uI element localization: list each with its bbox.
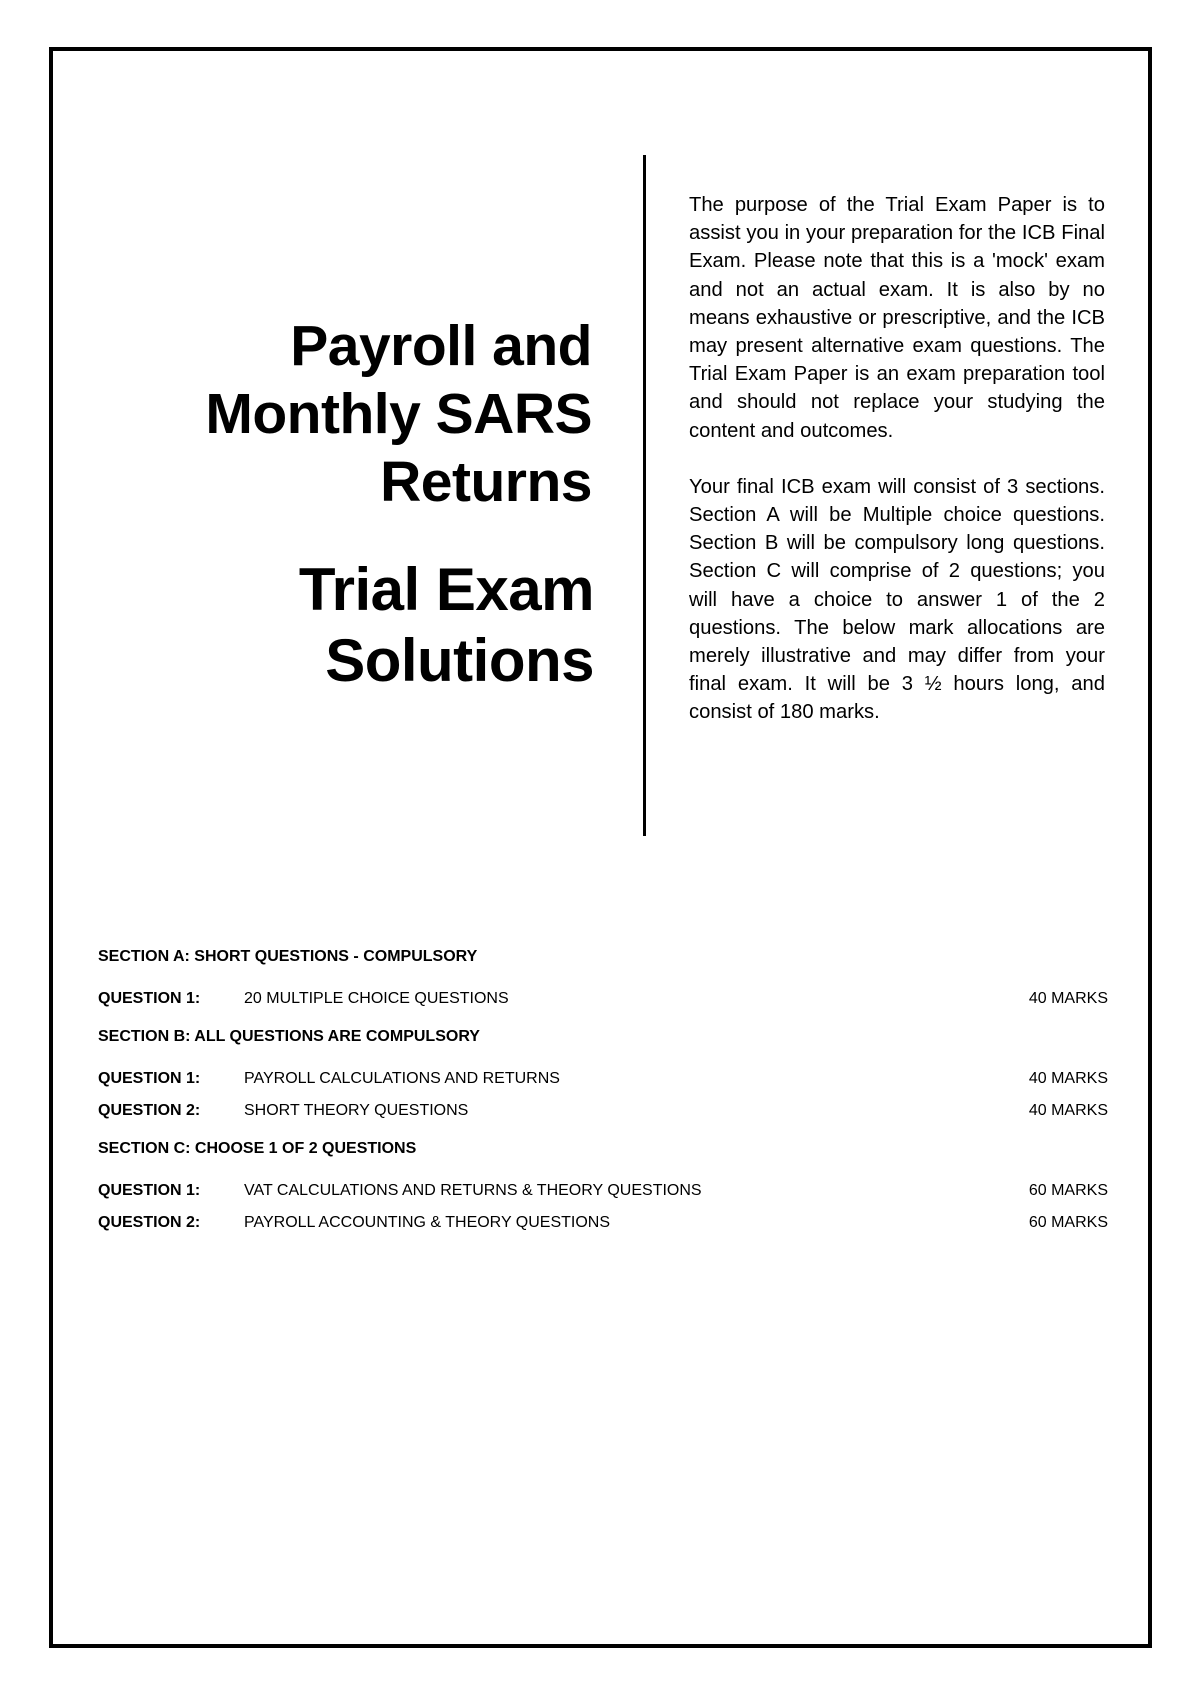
subtitle-line: Trial Exam	[298, 556, 594, 623]
subtitle-line: Solutions	[325, 627, 594, 694]
question-description: VAT CALCULATIONS AND RETURNS & THEORY QUESTIONS	[244, 1182, 702, 1199]
intro-paragraph: Your final ICB exam will consist of 3 sections. Section A will be Multiple choice questions. Section B will be compulsory long questions. Section C will comprise of 2 questions; you will have a choice to answer 1 of the 2 questions. The below mark allocations are merely illustrative and may differ from your final exam. It will be 3 ½ hours long, and consist of 180 marks.	[689, 475, 1105, 724]
question-label: QUESTION 1:	[98, 990, 201, 1007]
document-subtitle	[299, 554, 594, 696]
question-label: QUESTION 2:	[98, 1214, 201, 1231]
question-marks: 40 MARKS	[1028, 990, 1108, 1007]
section-b-heading: SECTION B: ALL QUESTIONS ARE COMPULSORY	[98, 1028, 480, 1045]
question-description: PAYROLL ACCOUNTING & THEORY QUESTIONS	[244, 1214, 611, 1231]
question-row	[98, 988, 1108, 1010]
section-a-heading: SECTION A: SHORT QUESTIONS - COMPULSORY	[98, 948, 478, 965]
vertical-divider	[643, 155, 646, 836]
intro-text	[689, 191, 1105, 755]
intro-paragraph: The purpose of the Trial Exam Paper is to assist you in your preparation for the ICB Final Exam. Please note that this is a 'mock' exam and not an actual exam. It is also by no means exhaustive or prescriptive, and the ICB may present alternative exam questions. The Trial Exam Paper is an exam preparation tool and should not replace your studying the content and outcomes.	[689, 194, 1105, 442]
section-c-heading: SECTION C: CHOOSE 1 OF 2 QUESTIONS	[98, 1140, 417, 1157]
question-row	[98, 1068, 1108, 1090]
title-line: Monthly SARS	[205, 382, 592, 446]
question-label: QUESTION 1:	[98, 1070, 201, 1087]
question-description: 20 MULTIPLE CHOICE QUESTIONS	[244, 990, 509, 1007]
question-description: PAYROLL CALCULATIONS AND RETURNS	[244, 1070, 560, 1087]
question-row	[98, 1180, 1108, 1202]
question-label: QUESTION 1:	[98, 1182, 201, 1199]
question-label: QUESTION 2:	[98, 1102, 201, 1119]
question-marks: 40 MARKS	[1028, 1070, 1108, 1087]
document-title	[205, 312, 592, 516]
question-marks: 60 MARKS	[1028, 1214, 1108, 1231]
question-description: SHORT THEORY QUESTIONS	[244, 1102, 469, 1119]
exam-structure	[98, 946, 1108, 1234]
title-line: Payroll and	[290, 314, 592, 378]
question-row	[98, 1212, 1108, 1234]
question-marks: 40 MARKS	[1028, 1102, 1108, 1119]
question-marks: 60 MARKS	[1028, 1182, 1108, 1199]
title-line: Returns	[380, 450, 592, 514]
question-row	[98, 1100, 1108, 1122]
